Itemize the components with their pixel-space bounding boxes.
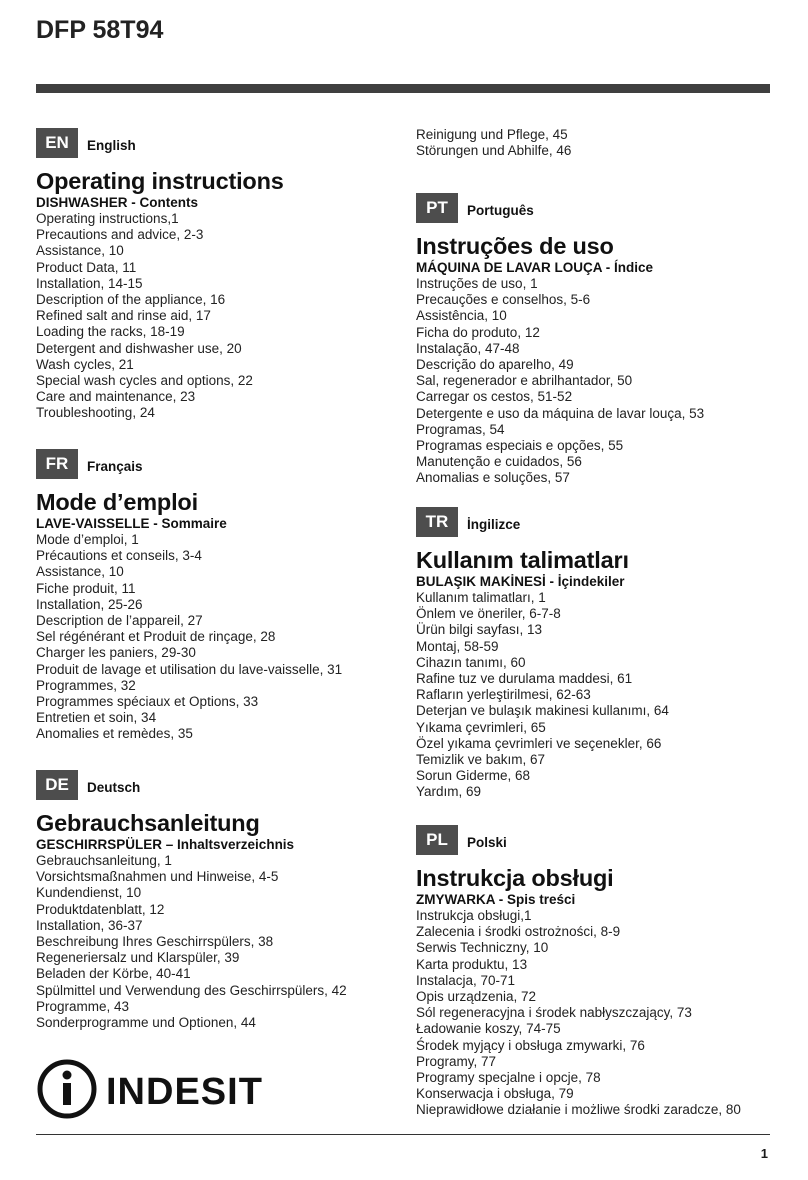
- contents-item: Özel yıkama çevrimleri ve seçenekler, 66: [416, 735, 662, 751]
- contents-item: Description of the appliance, 16: [36, 292, 226, 308]
- contents-item: Ürün bilgi sayfası, 13: [416, 622, 543, 638]
- contents-item: Carregar os cestos, 51-52: [416, 389, 573, 405]
- contents-item: Produit de lavage et utilisation du lave-vaisselle, 31: [36, 661, 343, 677]
- contents-item: Yıkama çevrimleri, 65: [416, 719, 546, 735]
- contents-item: Mode d’emploi, 1: [36, 532, 139, 547]
- contents-item: Cihazın tanımı, 60: [416, 654, 526, 670]
- contents-item: Installation, 14-15: [36, 275, 143, 291]
- contents-item: Charger les paniers, 29-30: [36, 645, 196, 661]
- contents-item: Środek myjący i obsługa zmywarki, 76: [416, 1037, 645, 1053]
- section-subtitle: MÁQUINA DE LAVAR LOUÇA - Índice: [416, 260, 653, 275]
- section-subtitle: ZMYWARKA - Spis treści: [416, 892, 576, 907]
- contents-item: Nieprawidłowe działanie i możliwe środki zaradcze, 80: [416, 1102, 741, 1118]
- model-title: DFP 58T94: [36, 16, 164, 44]
- contents-item: Detergente e uso da máquina de lavar louça, 53: [416, 405, 705, 421]
- contents-item: Programy, 77: [416, 1053, 497, 1069]
- contents-item: Temizlik ve bakım, 67: [416, 752, 546, 768]
- language-name: Polski: [467, 834, 507, 850]
- contents-item: Gebrauchsanleitung, 1: [36, 853, 172, 868]
- contents-item: Special wash cycles and options, 22: [36, 373, 253, 389]
- contents-item: Installation, 25-26: [36, 596, 143, 612]
- contents-item: Reinigung und Pflege, 45: [416, 127, 568, 142]
- header-divider: [36, 84, 770, 93]
- section-subtitle: DISHWASHER - Contents: [36, 195, 198, 210]
- section-title: Instrukcja obsługi: [416, 865, 614, 891]
- contents-item: Beladen der Körbe, 40-41: [36, 966, 191, 982]
- contents-item: Sonderprogramme und Optionen, 44: [36, 1015, 256, 1031]
- contents-item: Spülmittel und Verwendung des Geschirrspülers, 42: [36, 982, 347, 998]
- contents-list: [36, 853, 416, 1031]
- section-title: Operating instructions: [36, 168, 284, 194]
- section-title: Mode d’emploi: [36, 489, 198, 515]
- contents-item: Programmes spéciaux et Options, 33: [36, 694, 259, 710]
- contents-item: Regeneriersalz und Klarspüler, 39: [36, 950, 240, 966]
- contents-item: Instalacja, 70-71: [416, 972, 516, 988]
- contents-item: Sorun Giderme, 68: [416, 768, 531, 784]
- contents-item: Manutenção e cuidados, 56: [416, 454, 582, 470]
- section-subtitle: GESCHIRRSPÜLER – Inhaltsverzeichnis: [36, 837, 295, 852]
- contents-item: Vorsichtsmaßnahmen und Hinweise, 4-5: [36, 869, 279, 885]
- section-french: [36, 449, 416, 743]
- contents-item: Ładowanie koszy, 74-75: [416, 1021, 561, 1037]
- language-name: English: [87, 137, 136, 153]
- contents-item: Önlem ve öneriler, 6-7-8: [416, 606, 561, 622]
- section-english: [36, 128, 416, 422]
- section-german-continued: [416, 127, 796, 159]
- contents-item: Anomalias e soluções, 57: [416, 470, 570, 486]
- language-badge: DE: [36, 770, 78, 800]
- contents-item: Programas, 54: [416, 421, 505, 437]
- contents-item: Programme, 43: [36, 998, 130, 1014]
- section-german: [36, 770, 416, 1031]
- contents-item: Karta produktu, 13: [416, 956, 528, 972]
- contents-item: Rafların yerleştirilmesi, 62-63: [416, 687, 591, 703]
- contents-item: Sól regeneracyjna i środek nabłyszczający, 73: [416, 1005, 692, 1021]
- section-title: Instruções de uso: [416, 233, 614, 259]
- contents-list: [416, 276, 796, 487]
- contents-item: Programmes, 32: [36, 677, 136, 693]
- contents-item: Deterjan ve bulaşık makinesi kullanımı, 64: [416, 703, 669, 719]
- contents-item: Care and maintenance, 23: [36, 389, 196, 405]
- contents-list: [36, 211, 416, 422]
- contents-item: Montaj, 58-59: [416, 638, 499, 654]
- language-name: Deutsch: [87, 779, 141, 795]
- language-name: Français: [87, 458, 143, 474]
- contents-item: Operating instructions,1: [36, 211, 179, 226]
- contents-item: Assistance, 10: [36, 243, 124, 259]
- contents-item: Precauções e conselhos, 5-6: [416, 292, 591, 308]
- contents-item: Anomalies et remèdes, 35: [36, 726, 193, 742]
- contents-item: Fiche produit, 11: [36, 580, 136, 596]
- contents-item: Sal, regenerador e abrilhantador, 50: [416, 373, 633, 389]
- contents-item: Rafine tuz ve durulama maddesi, 61: [416, 671, 633, 687]
- contents-item: Précautions et conseils, 3-4: [36, 548, 202, 564]
- section-portuguese: [416, 193, 796, 487]
- contents-item: Kullanım talimatları, 1: [416, 590, 546, 605]
- contents-item: Konserwacja i obsługa, 79: [416, 1086, 574, 1102]
- footer-divider: [36, 1134, 770, 1135]
- contents-item: Entretien et soin, 34: [36, 710, 157, 726]
- contents-list: [416, 908, 796, 1119]
- contents-item: Sel régénérant et Produit de rinçage, 28: [36, 629, 276, 645]
- contents-list: [416, 127, 796, 159]
- language-badge: EN: [36, 128, 78, 158]
- section-title: Gebrauchsanleitung: [36, 810, 260, 836]
- language-name: Português: [467, 202, 534, 218]
- contents-item: Descrição do aparelho, 49: [416, 357, 574, 373]
- contents-item: Precautions and advice, 2-3: [36, 227, 204, 243]
- contents-item: Produktdatenblatt, 12: [36, 901, 165, 917]
- contents-item: Installation, 36-37: [36, 917, 143, 933]
- logo-dot: [63, 1071, 72, 1080]
- contents-list: [416, 590, 796, 801]
- contents-item: Troubleshooting, 24: [36, 405, 155, 421]
- page-number: 1: [760, 1146, 768, 1161]
- contents-item: Ficha do produto, 12: [416, 324, 540, 340]
- contents-item: Product Data, 11: [36, 259, 137, 275]
- contents-item: Zalecenia i środki ostrożności, 8-9: [416, 924, 621, 940]
- language-name: İngilizce: [467, 516, 521, 532]
- contents-item: Opis urządzenia, 72: [416, 989, 537, 1005]
- contents-item: Kundendienst, 10: [36, 885, 142, 901]
- language-badge: PL: [416, 825, 458, 855]
- contents-item: Wash cycles, 21: [36, 356, 134, 372]
- contents-item: Instrukcja obsługi,1: [416, 908, 532, 923]
- contents-item: Description de l’appareil, 27: [36, 613, 203, 629]
- contents-item: Serwis Techniczny, 10: [416, 940, 549, 956]
- section-polish: [416, 825, 796, 1119]
- contents-item: Programas especiais e opções, 55: [416, 438, 624, 454]
- contents-item: Assistance, 10: [36, 564, 124, 580]
- language-badge: FR: [36, 449, 78, 479]
- contents-item: Loading the racks, 18-19: [36, 324, 185, 340]
- contents-item: Assistência, 10: [416, 308, 507, 324]
- section-subtitle: BULAŞIK MAKİNESİ - İçindekiler: [416, 574, 625, 589]
- contents-item: Refined salt and rinse aid, 17: [36, 308, 211, 324]
- contents-item: Instruções de uso, 1: [416, 276, 538, 291]
- section-subtitle: LAVE-VAISSELLE - Sommaire: [36, 516, 227, 531]
- language-badge: PT: [416, 193, 458, 223]
- section-title: Kullanım talimatları: [416, 547, 629, 573]
- contents-item: Beschreibung Ihres Geschirrspülers, 38: [36, 934, 274, 950]
- brand-wordmark: INDESIT: [106, 1071, 263, 1113]
- contents-item: Yardım, 69: [416, 784, 482, 800]
- contents-list: [36, 532, 416, 743]
- section-turkish: [416, 507, 796, 801]
- contents-item: Störungen und Abhilfe, 46: [416, 143, 572, 159]
- contents-item: Detergent and dishwasher use, 20: [36, 340, 242, 356]
- indesit-logo: [36, 1058, 296, 1120]
- logo-stem: [63, 1083, 71, 1105]
- contents-item: Instalação, 47-48: [416, 340, 520, 356]
- contents-item: Programy specjalne i opcje, 78: [416, 1070, 601, 1086]
- language-badge: TR: [416, 507, 458, 537]
